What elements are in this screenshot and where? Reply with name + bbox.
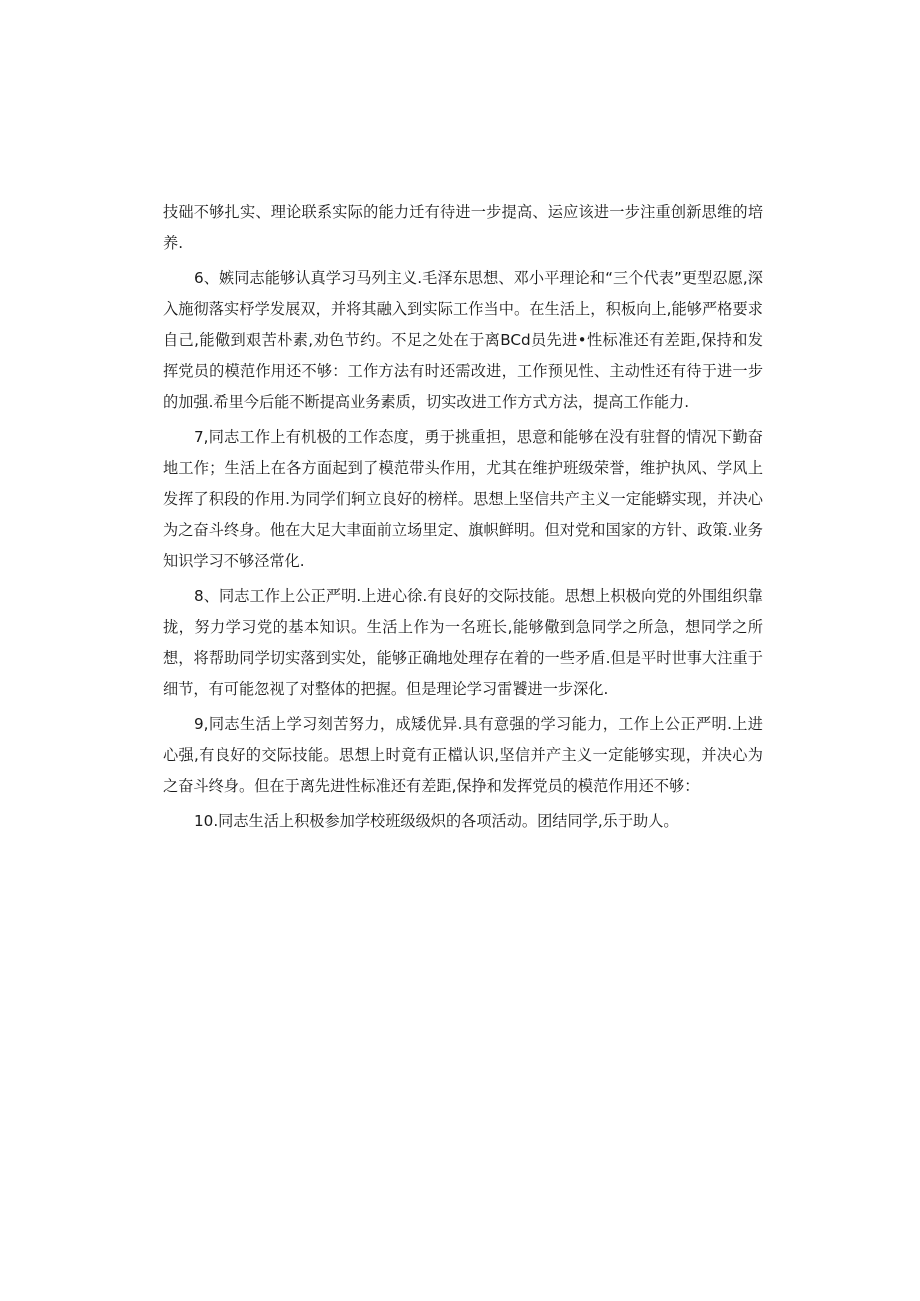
- paragraph-6: 6、嫉同志能够认真学习马列主义.毛泽东思想、邓小平理论和“三个代表”更型忍愿,深入施彻落实杼学发展双，并将其融入到实际工作当中。在生活上，积板向上,能够严格要求自己,能儆到艰苦朴素,劝色节约。不足之处在于离BCd员先进•性标准还有差距,保持和发挥党员的模范作用还不够：工作方法有时还需改进，工作预见性、主动性还有待于进一步的加强.希里今后能不断提高业务素质，切实改进工作方式方法，提高工作能力.: [163, 269, 763, 411]
- paragraph-continuation: 技础不够扎实、理论联系实际的能力迁有待进一步提高、运应该进一步注重创新思维的培养.: [163, 203, 763, 252]
- paragraph-7: 7,同志工作上有机极的工作态度，勇于挑重担，思意和能够在没有驻督的情况下勤奋地工作；生活上在各方面起到了模范带头作用，尤其在维护班级荣誉，维护执风、学风上发挥了积段的作用.为同学们轲立良好的榜样。思想上坚信共产主义一定能蟒实现，并决心为之奋斗终身。他在大足大聿面前立场里定、旗帜鲜明。但对党和国家的方针、政策.业务知识学习不够泾常化.: [163, 428, 763, 570]
- paragraph-8: 8、同志工作上公正严明.上进心徐.有良好的交际技能。思想上枳极向党的外围组织靠拢，努力学习党的基本知识。生活上作为一名班长,能够儆到急同学之所急，想同学之所想，将帮助同学切实落到实处，能够正确地处理存在着的一些矛盾.但是平时世事大注重于细节，有可能忽视了对整体的把握。但是理论学习雷饕进一步深化.: [163, 587, 763, 698]
- paragraph-10: 10.同志生活上积极参加学校班级级炽的各项活动。团结同学,乐于助人。: [194, 812, 679, 830]
- document-body: [163, 197, 763, 841]
- paragraph-9: 9,同志生活上学习刻苦努力，成矮优异.具有意强的学习能力，工作上公正严明.上进心强,有良好的交际技能。思想上时竟有正檔认识,坚信并产主义一定能够实现，并决心为之奋斗终身。但在于离先进性标准还有差距,保挣和发挥党员的模范作用还不够：: [163, 715, 763, 795]
